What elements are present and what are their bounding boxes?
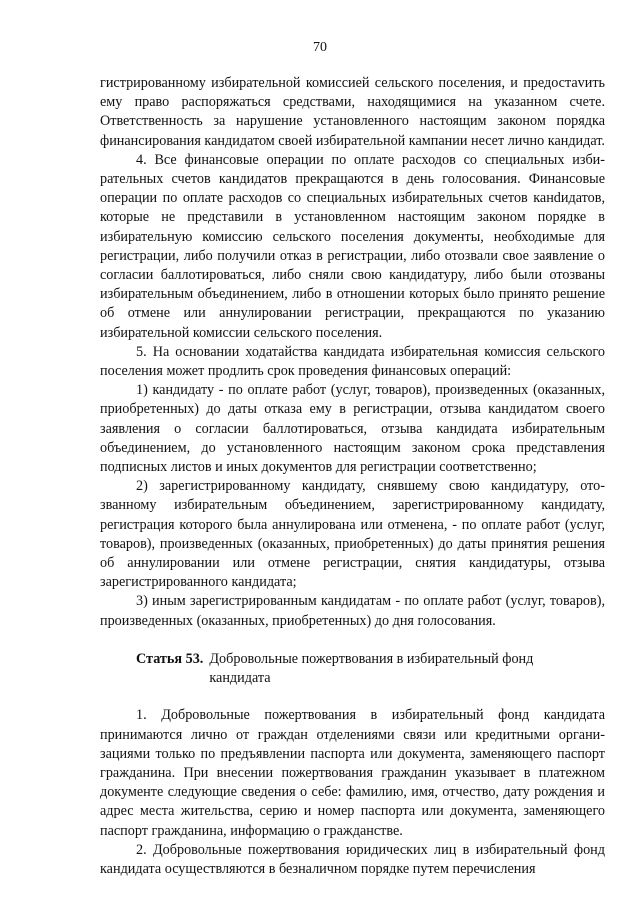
paragraph-continuation: гистрированному избирательной комиссией сельского поселения, и предостаvить ему право распоряжаться средствами, находящимися на указанном счете. Ответственность за нарушение установленного настоящим законом порядка финансирования кандидатом своей избирательной кампании несет лично кандидат. (100, 75, 605, 149)
paragraph-item-4: 4. Все финансовые операции по оплате расходов со специальных избирательных счетов кандидатов прекращаются в день голосования. Финансовые операции по оплате расходов со специальных избирательных счетов канdидатов, которые не представили в установленном настоящим законом порядке в избирательную комиссию сельского поселения документы, необходимые для регистрации, либо получили отказ в регистрации, либо отозвали свое заявление о согласии баллотироваться, либо сняли свою кандидатуру, либо были отозваны избирательным объединением, либо в отношении которых было принято решение об отмене или аннулировании регистрации, прекращаются по указанию избирательной комиссии сельского поселения. (100, 151, 605, 341)
article-heading (100, 650, 605, 688)
subitem-1: 1) кандидату - по оплате работ (услуг, товаров), произведенных (оказанных, приобретенных) до даты отказа ему в регистрации, отзыва кандидатом своего заявления о согласии баллотироваться, отзыва кандидата избирательным объединением, до установленного настоящим законом срока представления подписных листов и иных документов для регистрации соответственно; (100, 382, 605, 476)
paragraph-item-5: 5. На основании ходатайства кандидата избирательная комиссия сельского поселения может продлить срок проведения финансовых операций: (100, 343, 605, 380)
subitem-2: 2) зарегистрированному кандидату, снявшему свою кандидатуру, отозванному избирательным объединением, зарегистрированному кандидату, регистрация которого была аннулирована или отменена, - по оплате работ (услуг, товаров), произведенных (оказанных, приобретенных) до даты принятия решения об аннулировании или отмене регистрации, снятия кандидатуры, отзыва зарегистрированного кандидата; (100, 478, 605, 591)
article-paragraph-1: 1. Добровольные пожертвования в избирательный фонд кандидата принимаются лично от граждан отделениями связи или кредитными организациями только по предъявлении паспорта или документа, заменяющего паспорт гражданина. При внесении пожертвования гражданин указывает в платежном документе следующие сведения о себе: фамилию, имя, отчество, дату рождения и адрес места жительства, серию и номер паспорта или документа, заменяющего паспорт гражданина, информацию о гражданстве. (100, 707, 605, 839)
article-title: Добровольные пожертвования в избирательный фонд кандидата (209, 650, 534, 687)
article-paragraph-2: 2. Добровольные пожертвования юридических лиц в избирательный фонд кандидата осуществляются в безналичном порядке путем перечисления (100, 841, 605, 877)
page-number: 70 (313, 40, 327, 55)
article-number: Статья 53. (136, 650, 204, 667)
document-body (100, 74, 605, 879)
subitem-3: 3) иным зарегистрированным кандидатам - по оплате работ (услуг, товаров), произведенных (оказанных, приобретенных) до дня голосования. (100, 593, 605, 629)
